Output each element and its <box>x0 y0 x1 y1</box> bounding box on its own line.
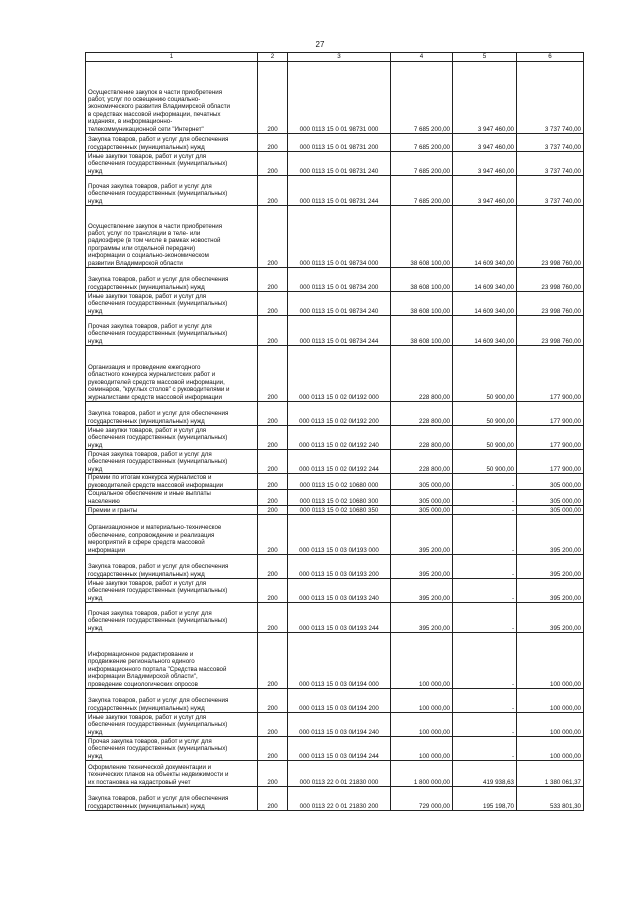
table-row <box>86 713 584 737</box>
row-name-text: Премии и гранты <box>88 506 138 514</box>
row-approved-amount: 7 685 200,00 <box>391 62 453 134</box>
row-unexecuted-amount: 177 900,00 <box>517 346 584 402</box>
page-number: 27 <box>315 40 325 49</box>
row-executed-amount: 50 900,00 <box>453 402 517 426</box>
table-row <box>86 490 584 506</box>
row-name-text: Закупка товаров, работ и услуг для обеспечения государственных (муниципальных) нужд <box>88 276 229 291</box>
row-name-text: Закупка товаров, работ и услуг для обеспечения государственных (муниципальных) нужд <box>88 795 229 810</box>
row-budget-code: 000 0113 15 0 03 0И193 200 <box>288 555 391 579</box>
row-budget-code: 000 0113 15 0 01 98731 000 <box>288 62 391 134</box>
row-name-text: Осуществление закупок в части приобретения работ, услуг по трансляции в теле- или радиоэфире (в том числе в рамках новостной программы или отдельной передачи) информации о социально-экономическом развитии Владимирской области <box>88 222 223 267</box>
row-approved-amount: 395 200,00 <box>391 579 453 603</box>
row-name <box>86 62 258 134</box>
row-name <box>86 506 258 515</box>
row-unexecuted-amount: 23 998 760,00 <box>517 206 584 268</box>
row-budget-code: 000 0113 15 0 01 98731 244 <box>288 176 391 206</box>
row-executed-amount: - <box>453 490 517 506</box>
column-number: 4 <box>391 53 453 62</box>
table-row <box>86 579 584 603</box>
table-row <box>86 474 584 490</box>
row-name <box>86 152 258 176</box>
row-name <box>86 292 258 316</box>
row-admin-code: 200 <box>258 426 288 450</box>
row-budget-code: 000 0113 15 0 02 10680 350 <box>288 506 391 515</box>
row-executed-amount: - <box>453 474 517 490</box>
row-name <box>86 579 258 603</box>
row-unexecuted-amount: 3 737 740,00 <box>517 62 584 134</box>
row-approved-amount: 228 800,00 <box>391 402 453 426</box>
column-number: 1 <box>86 53 258 62</box>
row-executed-amount: - <box>453 603 517 633</box>
row-executed-amount: 195 198,70 <box>453 787 517 811</box>
row-unexecuted-amount: 23 998 760,00 <box>517 316 584 346</box>
row-executed-amount: 14 609 340,00 <box>453 316 517 346</box>
row-approved-amount: 100 000,00 <box>391 689 453 713</box>
row-name-text: Премии по итогам конкурса журналистов и руководителей средств массовой информации <box>88 474 224 489</box>
row-executed-amount: 3 947 460,00 <box>453 134 517 152</box>
row-budget-code: 000 0113 15 0 02 0И192 244 <box>288 450 391 474</box>
table-row <box>86 633 584 689</box>
row-budget-code: 000 0113 15 0 01 98734 200 <box>288 268 391 292</box>
row-executed-amount: 14 609 340,00 <box>453 292 517 316</box>
row-approved-amount: 305 000,00 <box>391 490 453 506</box>
row-admin-code: 200 <box>258 316 288 346</box>
row-approved-amount: 228 800,00 <box>391 346 453 402</box>
row-approved-amount: 100 000,00 <box>391 633 453 689</box>
row-unexecuted-amount: 3 737 740,00 <box>517 152 584 176</box>
row-unexecuted-amount: 177 900,00 <box>517 402 584 426</box>
column-number: 6 <box>517 53 584 62</box>
row-admin-code: 200 <box>258 292 288 316</box>
row-name-text: Прочая закупка товаров, работ и услуг для обеспечения государственных (муниципальных) нужд <box>88 450 228 473</box>
row-name <box>86 426 258 450</box>
row-name <box>86 603 258 633</box>
row-name-text: Иные закупки товаров, работ и услуг для обеспечения государственных (муниципальных) нужд <box>88 292 228 315</box>
row-name-text: Прочая закупка товаров, работ и услуг для обеспечения государственных (муниципальных) нужд <box>88 609 228 632</box>
row-budget-code: 000 0113 15 0 03 0И193 240 <box>288 579 391 603</box>
row-unexecuted-amount: 395 200,00 <box>517 515 584 555</box>
row-executed-amount: 14 609 340,00 <box>453 268 517 292</box>
row-approved-amount: 38 608 100,00 <box>391 268 453 292</box>
row-approved-amount: 395 200,00 <box>391 603 453 633</box>
row-name-text: Информационное редактирование и продвижение регионального единого информационного портала "Средства массовой информации Владимирской области", проведение социологических опросов <box>88 650 227 688</box>
row-approved-amount: 228 800,00 <box>391 426 453 450</box>
row-name-text: Оформление технической документации и технических планов на объекты недвижимости и их постановка на кадастровый учет <box>88 763 229 786</box>
table-row <box>86 506 584 515</box>
row-executed-amount: - <box>453 506 517 515</box>
row-executed-amount: 14 609 340,00 <box>453 206 517 268</box>
row-name <box>86 633 258 689</box>
table-row <box>86 402 584 426</box>
row-unexecuted-amount: 100 000,00 <box>517 633 584 689</box>
row-unexecuted-amount: 100 000,00 <box>517 689 584 713</box>
row-executed-amount: - <box>453 515 517 555</box>
table-row <box>86 134 584 152</box>
row-name-text: Прочая закупка товаров, работ и услуг для обеспечения государственных (муниципальных) нужд <box>88 182 228 205</box>
row-budget-code: 000 0113 15 0 03 0И193 000 <box>288 515 391 555</box>
row-name <box>86 176 258 206</box>
row-budget-code: 000 0113 22 0 01 21830 000 <box>288 761 391 787</box>
row-approved-amount: 100 000,00 <box>391 737 453 761</box>
row-budget-code: 000 0113 15 0 03 0И193 244 <box>288 603 391 633</box>
row-approved-amount: 305 000,00 <box>391 474 453 490</box>
row-budget-code: 000 0113 15 0 02 0И192 200 <box>288 402 391 426</box>
row-approved-amount: 38 608 100,00 <box>391 316 453 346</box>
row-unexecuted-amount: 395 200,00 <box>517 579 584 603</box>
row-name <box>86 689 258 713</box>
row-name <box>86 787 258 811</box>
row-name <box>86 490 258 506</box>
row-executed-amount: - <box>453 713 517 737</box>
table-row <box>86 268 584 292</box>
row-budget-code: 000 0113 15 0 01 98731 240 <box>288 152 391 176</box>
row-admin-code: 200 <box>258 62 288 134</box>
row-executed-amount: - <box>453 633 517 689</box>
row-admin-code: 200 <box>258 761 288 787</box>
row-approved-amount: 38 608 100,00 <box>391 292 453 316</box>
row-name-text: Социальное обеспечение и иные выплаты населению <box>88 490 211 505</box>
row-admin-code: 200 <box>258 787 288 811</box>
table-row <box>86 787 584 811</box>
row-approved-amount: 7 685 200,00 <box>391 176 453 206</box>
row-budget-code: 000 0113 15 0 01 98734 000 <box>288 206 391 268</box>
budget-table <box>85 52 584 811</box>
row-name-text: Иные закупки товаров, работ и услуг для обеспечения государственных (муниципальных) нужд <box>88 152 228 175</box>
row-admin-code: 200 <box>258 579 288 603</box>
row-name <box>86 316 258 346</box>
row-admin-code: 200 <box>258 176 288 206</box>
row-admin-code: 200 <box>258 474 288 490</box>
row-name-text: Закупка товаров, работ и услуг для обеспечения государственных (муниципальных) нужд <box>88 563 229 578</box>
row-approved-amount: 1 800 000,00 <box>391 761 453 787</box>
row-admin-code: 200 <box>258 134 288 152</box>
table-row <box>86 689 584 713</box>
row-name-text: Прочая закупка товаров, работ и услуг для обеспечения государственных (муниципальных) нужд <box>88 737 228 760</box>
row-budget-code: 000 0113 15 0 02 10680 300 <box>288 490 391 506</box>
row-name <box>86 474 258 490</box>
row-admin-code: 200 <box>258 555 288 579</box>
row-executed-amount: 3 947 460,00 <box>453 152 517 176</box>
row-unexecuted-amount: 1 380 061,37 <box>517 761 584 787</box>
row-budget-code: 000 0113 15 0 02 0И192 240 <box>288 426 391 450</box>
row-admin-code: 200 <box>258 689 288 713</box>
table-row <box>86 346 584 402</box>
row-admin-code: 200 <box>258 633 288 689</box>
row-name-text: Осуществление закупок в части приобретения работ, услуг по освещению социально- экономического развития Владимирской области в средствах массовой информации, печатных изданиях, в информационно- телекоммуникационной сети "Интернет" <box>88 88 230 133</box>
row-executed-amount: 3 947 460,00 <box>453 62 517 134</box>
row-budget-code: 000 0113 15 0 03 0И194 000 <box>288 633 391 689</box>
row-name-text: Закупка товаров, работ и услуг для обеспечения государственных (муниципальных) нужд <box>88 136 229 151</box>
table-row <box>86 450 584 474</box>
row-unexecuted-amount: 395 200,00 <box>517 555 584 579</box>
row-unexecuted-amount: 23 998 760,00 <box>517 268 584 292</box>
row-approved-amount: 228 800,00 <box>391 450 453 474</box>
table-row <box>86 176 584 206</box>
table-row <box>86 292 584 316</box>
row-budget-code: 000 0113 22 0 01 21830 200 <box>288 787 391 811</box>
row-unexecuted-amount: 177 900,00 <box>517 426 584 450</box>
table-row <box>86 206 584 268</box>
row-approved-amount: 7 685 200,00 <box>391 134 453 152</box>
row-name <box>86 402 258 426</box>
column-number-row <box>86 53 584 62</box>
row-approved-amount: 729 000,00 <box>391 787 453 811</box>
column-number: 2 <box>258 53 288 62</box>
row-name <box>86 737 258 761</box>
row-name-text: Иные закупки товаров, работ и услуг для обеспечения государственных (муниципальных) нужд <box>88 426 228 449</box>
row-unexecuted-amount: 305 000,00 <box>517 490 584 506</box>
row-budget-code: 000 0113 15 0 03 0И194 240 <box>288 713 391 737</box>
row-unexecuted-amount: 23 998 760,00 <box>517 292 584 316</box>
row-executed-amount: 419 938,63 <box>453 761 517 787</box>
table-row <box>86 515 584 555</box>
row-budget-code: 000 0113 15 0 03 0И194 244 <box>288 737 391 761</box>
row-name <box>86 346 258 402</box>
column-number: 3 <box>288 53 391 62</box>
row-name <box>86 555 258 579</box>
row-approved-amount: 305 000,00 <box>391 506 453 515</box>
row-approved-amount: 395 200,00 <box>391 555 453 579</box>
row-budget-code: 000 0113 15 0 01 98734 240 <box>288 292 391 316</box>
row-unexecuted-amount: 3 737 740,00 <box>517 176 584 206</box>
row-unexecuted-amount: 100 000,00 <box>517 737 584 761</box>
row-budget-code: 000 0113 15 0 02 0И192 000 <box>288 346 391 402</box>
row-admin-code: 200 <box>258 603 288 633</box>
row-admin-code: 200 <box>258 515 288 555</box>
row-name <box>86 761 258 787</box>
row-budget-code: 000 0113 15 0 02 10680 000 <box>288 474 391 490</box>
row-name-text: Организация и проведение ежегодного областного конкурса журналистских работ и руководителей средств массовой информации, семинаров, "круглых столов" с руководителями и журналистами средств массовой информации <box>88 363 230 401</box>
table-row <box>86 426 584 450</box>
row-unexecuted-amount: 305 000,00 <box>517 506 584 515</box>
row-name <box>86 713 258 737</box>
row-admin-code: 200 <box>258 713 288 737</box>
row-executed-amount: - <box>453 579 517 603</box>
row-admin-code: 200 <box>258 402 288 426</box>
row-name-text: Иные закупки товаров, работ и услуг для обеспечения государственных (муниципальных) нужд <box>88 713 228 736</box>
column-number: 5 <box>453 53 517 62</box>
row-admin-code: 200 <box>258 346 288 402</box>
row-admin-code: 200 <box>258 490 288 506</box>
row-name <box>86 134 258 152</box>
row-unexecuted-amount: 177 900,00 <box>517 450 584 474</box>
row-unexecuted-amount: 3 737 740,00 <box>517 134 584 152</box>
row-admin-code: 200 <box>258 506 288 515</box>
row-executed-amount: - <box>453 555 517 579</box>
row-admin-code: 200 <box>258 737 288 761</box>
table-row <box>86 603 584 633</box>
row-name-text: Иные закупки товаров, работ и услуг для обеспечения государственных (муниципальных) нужд <box>88 579 228 602</box>
row-executed-amount: 50 900,00 <box>453 346 517 402</box>
table-row <box>86 737 584 761</box>
row-admin-code: 200 <box>258 206 288 268</box>
row-name <box>86 515 258 555</box>
row-name <box>86 206 258 268</box>
row-executed-amount: - <box>453 689 517 713</box>
row-unexecuted-amount: 533 801,30 <box>517 787 584 811</box>
row-name <box>86 268 258 292</box>
row-executed-amount: 3 947 460,00 <box>453 176 517 206</box>
table-row <box>86 316 584 346</box>
row-executed-amount: 50 900,00 <box>453 426 517 450</box>
row-name-text: Закупка товаров, работ и услуг для обеспечения государственных (муниципальных) нужд <box>88 410 229 425</box>
table-row <box>86 152 584 176</box>
row-budget-code: 000 0113 15 0 03 0И194 200 <box>288 689 391 713</box>
row-executed-amount: 50 900,00 <box>453 450 517 474</box>
row-unexecuted-amount: 100 000,00 <box>517 713 584 737</box>
row-name-text: Закупка товаров, работ и услуг для обеспечения государственных (муниципальных) нужд <box>88 697 229 712</box>
table-row <box>86 555 584 579</box>
row-executed-amount: - <box>453 737 517 761</box>
row-approved-amount: 395 200,00 <box>391 515 453 555</box>
row-budget-code: 000 0113 15 0 01 98731 200 <box>288 134 391 152</box>
row-approved-amount: 100 000,00 <box>391 713 453 737</box>
row-name-text: Организационное и материально-техническое обеспечение, сопровождение и реализация мероприятий в сфере средств массовой информации <box>88 524 222 554</box>
table-row <box>86 761 584 787</box>
row-budget-code: 000 0113 15 0 01 98734 244 <box>288 316 391 346</box>
table-row <box>86 62 584 134</box>
row-unexecuted-amount: 395 200,00 <box>517 603 584 633</box>
row-admin-code: 200 <box>258 268 288 292</box>
row-name-text: Прочая закупка товаров, работ и услуг для обеспечения государственных (муниципальных) нужд <box>88 322 228 345</box>
row-approved-amount: 7 685 200,00 <box>391 152 453 176</box>
row-unexecuted-amount: 305 000,00 <box>517 474 584 490</box>
row-admin-code: 200 <box>258 152 288 176</box>
row-approved-amount: 38 608 100,00 <box>391 206 453 268</box>
row-name <box>86 450 258 474</box>
row-admin-code: 200 <box>258 450 288 474</box>
